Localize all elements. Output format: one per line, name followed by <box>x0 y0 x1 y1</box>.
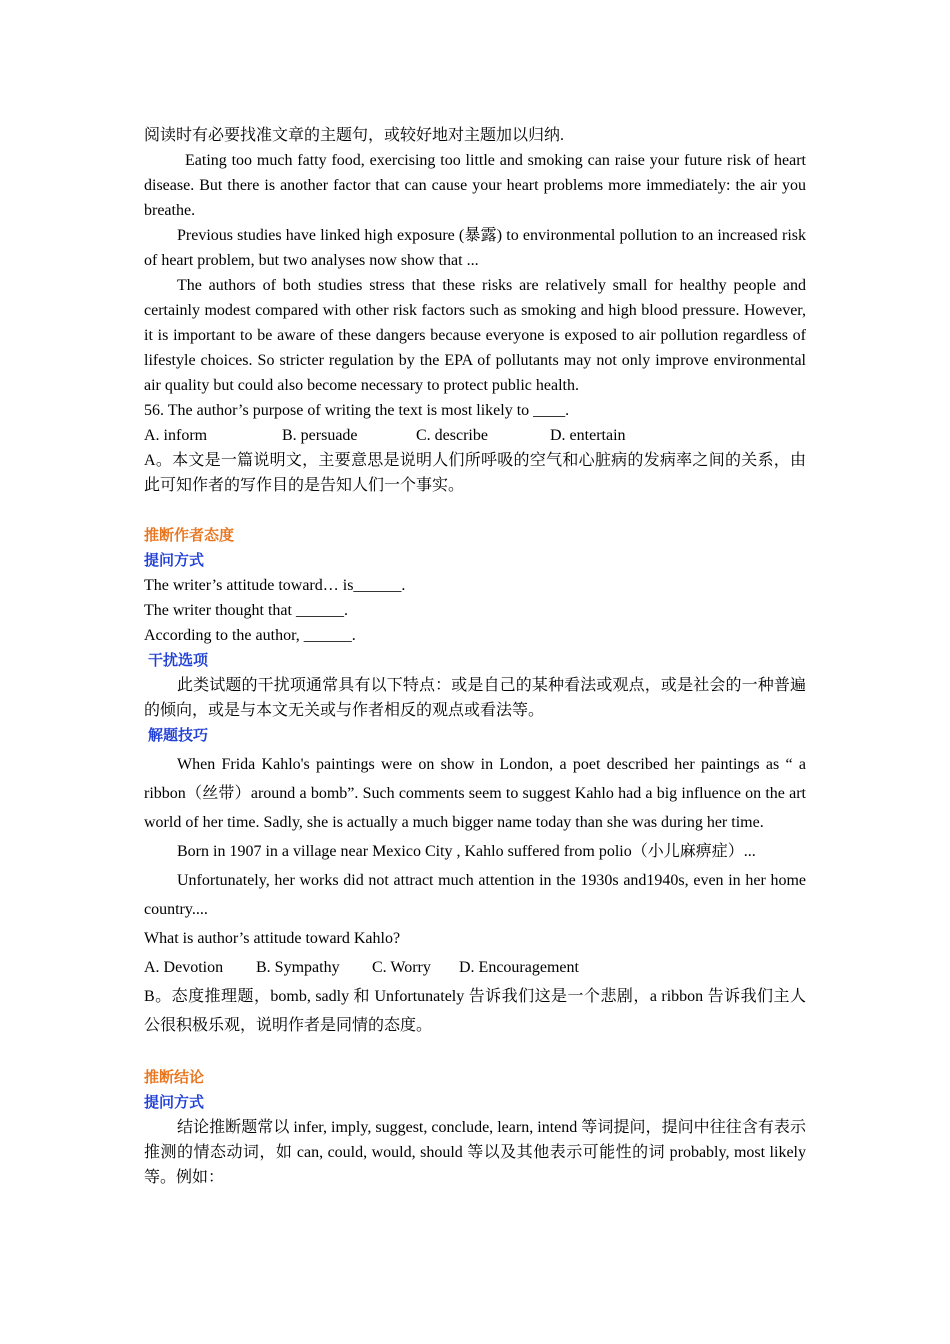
section-title: 推断作者态度 <box>144 526 235 544</box>
option-a: A. inform <box>144 427 208 444</box>
option-c: C. describe <box>416 427 488 444</box>
answer-options <box>144 953 806 982</box>
spacer <box>144 1040 806 1065</box>
ask-line: The writer’s attitude toward… is______. <box>144 577 406 594</box>
option-d: D. entertain <box>550 427 626 444</box>
spacer <box>144 498 806 523</box>
question-text: 56. The author’s purpose of writing the text is most likely to ____. <box>144 402 570 419</box>
passage-paragraph: Unfortunately, her works did not attract much attention in the 1930s and1940s, even in her home country.... <box>144 872 806 918</box>
passage-paragraph: Eating too much fatty food, exercising too little and smoking can raise your future risk of heart disease. But there is another factor that can cause your heart problems more immediately: the air you breathe. <box>144 152 806 219</box>
conclusion-text: 结论推断题常以 infer, imply, suggest, conclude, learn, intend 等词提问，提问中往往含有表示推测的情态动词，如 can, could, would, should 等以及其他表示可能性的词 probably, most likely 等。例如： <box>144 1119 806 1186</box>
ask-line: The writer thought that ______. <box>144 602 348 619</box>
intro-line: 阅读时有必要找准文章的主题句，或较好地对主题加以归纳. <box>144 127 565 144</box>
ask-line: According to the author, ______. <box>144 627 356 644</box>
document-page <box>144 123 806 1190</box>
answer-options <box>144 423 806 448</box>
subsection-heading: 干扰选项 <box>148 651 209 669</box>
question-text: What is author’s attitude toward Kahlo? <box>144 930 401 947</box>
option-c: C. Worry <box>372 959 431 976</box>
option-d: D. Encouragement <box>459 959 579 976</box>
subsection-heading: 提问方式 <box>144 551 205 569</box>
answer-explanation: B。态度推理题，bomb, sadly 和 Unfortunately 告诉我们这是一个悲剧，a ribbon 告诉我们主人公很积极乐观，说明作者是同情的态度。 <box>144 988 806 1034</box>
option-a: A. Devotion <box>144 959 224 976</box>
passage-paragraph: Born in 1907 in a village near Mexico City , Kahlo suffered from polio（小儿麻痹症）... <box>177 843 756 860</box>
passage-paragraph: Previous studies have linked high exposure (暴露) to environmental pollution to an increased risk of heart problem, but two analyses now show that ... <box>144 227 806 269</box>
subsection-heading: 提问方式 <box>144 1093 205 1111</box>
section-title: 推断结论 <box>144 1068 205 1086</box>
option-b: B. Sympathy <box>256 959 340 976</box>
passage-paragraph: When Frida Kahlo's paintings were on show in London, a poet described her paintings as “ a ribbon（丝带）around a bomb”. Such comments seem to suggest Kahlo had a big influence on the art world of her time. Sadly, she is actually a much bigger name today than she was during her time. <box>144 756 806 831</box>
passage-paragraph: The authors of both studies stress that these risks are relatively small for healthy people and certainly modest compared with other risk factors such as smoking and high blood pressure. However, it is important to be aware of these dangers because everyone is exposed to air pollution regardless of lifestyle choices. So stricter regulation by the EPA of pollutants may not only improve environmental air quality but could also become necessary to protect public health. <box>144 277 806 394</box>
subsection-heading: 解题技巧 <box>148 726 209 744</box>
distract-text: 此类试题的干扰项通常具有以下特点：或是自己的某种看法或观点，或是社会的一种普遍的倾向，或是与本文无关或与作者相反的观点或看法等。 <box>144 677 806 719</box>
answer-explanation: A。本文是一篇说明文，主要意思是说明人们所呼吸的空气和心脏病的发病率之间的关系，由此可知作者的写作目的是告知人们一个事实。 <box>144 452 806 494</box>
option-b: B. persuade <box>282 427 358 444</box>
